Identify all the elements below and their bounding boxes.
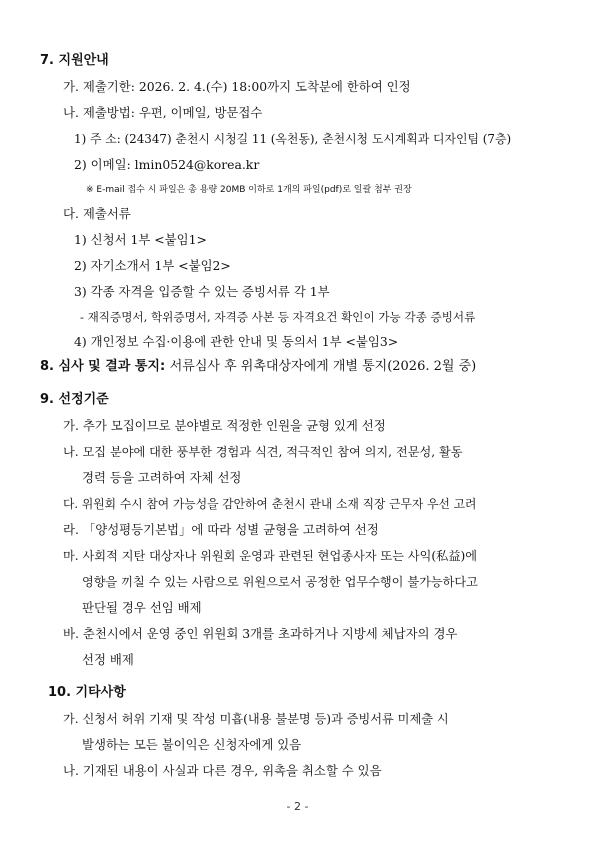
section-7-heading: 7. 지원안내 [40,53,109,68]
section-8-text: 서류심사 후 위촉대상자에게 개별 통지(2026. 2월 중) [169,359,477,374]
s7-item-ga: 가. 제출기한: 2026. 2. 4.(수) 18:00까지 도착분에 한하여 인정 [63,79,411,94]
s9-item-ma-line1: 마. 사회적 지탄 대상자나 위원회 운영과 관련된 현업종사자 또는 사익(私益)에 [63,549,478,563]
s7-doc-3-detail: - 재직증명서, 학위증명서, 자격증 사본 등 자격요건 확인이 가능 각종 증빙서류 [80,310,476,324]
s9-item-ra: 라. 「양성평등기본법」에 따라 성별 균형을 고려하여 선정 [63,522,379,537]
s10-item-ga-line1: 가. 신청서 허위 기재 및 작성 미흡(내용 불분명 등)과 증빙서류 미제출 시 [63,712,449,726]
s9-item-ma-line2: 영향을 끼칠 수 있는 사람으로 위원으로서 공정한 업무수행이 불가능하다고 [82,575,478,589]
s7-item-na: 나. 제출방법: 우편, 이메일, 방문접수 [63,105,263,120]
s9-item-ma-line3: 판단될 경우 선임 배제 [82,600,202,615]
s9-item-na-line1: 나. 모집 분야에 대한 풍부한 경험과 식견, 적극적인 참여 의지, 전문성, 활동 [63,445,463,459]
section-10-heading: 10. 기타사항 [48,685,126,700]
s10-item-ga-line2: 발생하는 모든 불이익은 신청자에게 있음 [82,737,302,752]
s7-doc-4: 4) 개인정보 수집·이용에 관한 안내 및 동의서 1부 <붙임3> [74,334,399,349]
s9-item-na-line2: 경력 등을 고려하여 자체 선정 [82,470,242,485]
section-9-heading: 9. 선정기준 [40,392,109,407]
section-8 [40,359,476,375]
s9-item-da: 다. 위원회 수시 참여 가능성을 감안하여 춘천시 관내 소재 직장 근무자 우선 고려 [63,497,477,511]
s7-doc-2: 2) 자기소개서 1부 <붙임2> [74,258,231,273]
s7-note: ※ E-mail 접수 시 파일은 총 용량 20MB 이하로 1개의 파일(pdf)로 일괄 첨부 권장 [86,185,412,195]
s9-item-ba-line1: 바. 춘천시에서 운영 중인 위원회 3개를 초과하거나 지방세 체납자의 경우 [63,626,458,641]
s7-email: 2) 이메일: lmin0524@korea.kr [74,157,260,172]
page-number: - 2 - [286,800,309,813]
section-8-heading: 8. 심사 및 결과 통지: [40,359,166,374]
s9-item-ba-line2: 선정 배제 [82,652,134,667]
s9-item-ga: 가. 추가 모집이므로 분야별로 적정한 인원을 균형 있게 선정 [63,418,386,433]
s10-item-na: 나. 기재된 내용이 사실과 다른 경우, 위촉을 취소할 수 있음 [63,763,382,778]
s7-doc-1: 1) 신청서 1부 <붙임1> [74,232,207,247]
s7-address: 1) 주 소: (24347) 춘천시 시청길 11 (옥천동), 춘천시청 도시계획과 디자인팀 (7층) [74,132,512,146]
s7-doc-3: 3) 각종 자격을 입증할 수 있는 증빙서류 각 1부 [74,284,330,299]
s7-item-da: 다. 제출서류 [63,206,131,221]
